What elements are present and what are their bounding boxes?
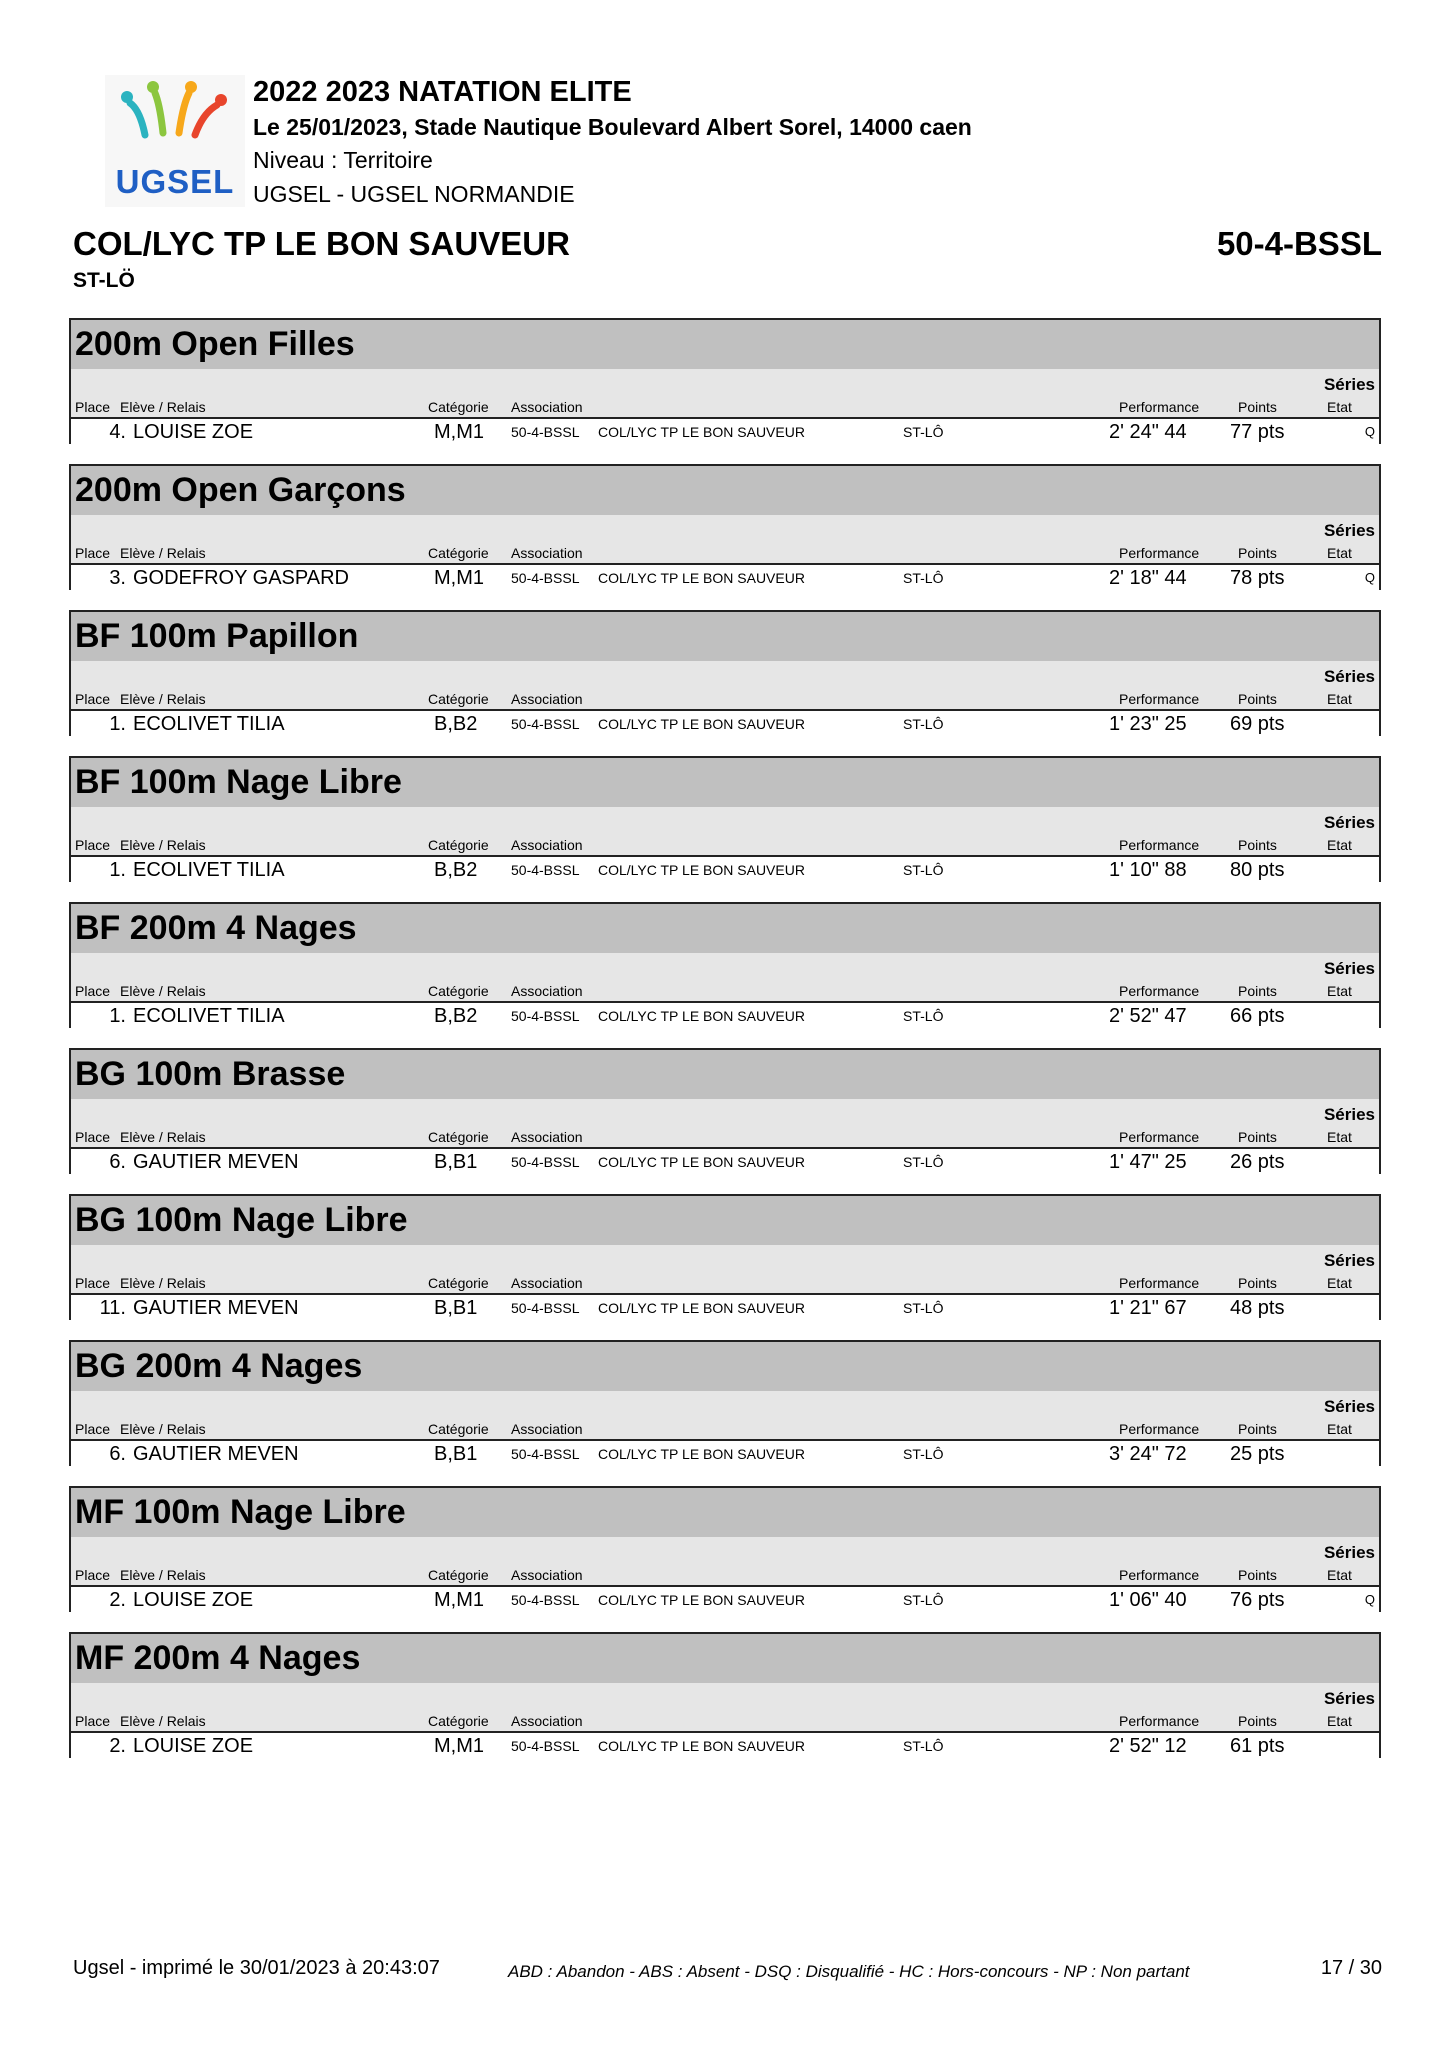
header-place: Place xyxy=(75,1421,111,1437)
event-block xyxy=(69,1340,1381,1466)
event-block xyxy=(69,318,1381,444)
header-association: Association xyxy=(511,545,583,561)
header-athlete: Elève / Relais xyxy=(120,1129,206,1145)
header-status: Etat xyxy=(1327,545,1352,561)
result-club-name: COL/LYC TP LE BON SAUVEUR xyxy=(598,1738,805,1754)
result-place: 3. xyxy=(109,567,126,589)
result-performance: 1' 23" 25 xyxy=(1109,713,1187,735)
result-category: B,B2 xyxy=(434,859,478,881)
result-athlete: GAUTIER MEVEN xyxy=(133,1151,299,1173)
column-headers xyxy=(71,396,1379,417)
club-name: COL/LYC TP LE BON SAUVEUR xyxy=(73,225,570,262)
column-headers xyxy=(71,1272,1379,1293)
header-athlete: Elève / Relais xyxy=(120,691,206,707)
header-status: Etat xyxy=(1327,399,1352,415)
result-city: ST-LÔ xyxy=(903,1154,944,1170)
result-performance: 2' 18" 44 xyxy=(1109,567,1187,589)
header-association: Association xyxy=(511,1421,583,1437)
header-points: Points xyxy=(1238,691,1277,707)
header-category: Catégorie xyxy=(428,545,489,561)
header-points: Points xyxy=(1238,1275,1277,1291)
result-club-name: COL/LYC TP LE BON SAUVEUR xyxy=(598,862,805,878)
header-category: Catégorie xyxy=(428,1421,489,1437)
result-club-name: COL/LYC TP LE BON SAUVEUR xyxy=(598,424,805,440)
event-block xyxy=(69,1048,1381,1174)
header-place: Place xyxy=(75,1713,111,1729)
header-points: Points xyxy=(1238,545,1277,561)
result-club-name: COL/LYC TP LE BON SAUVEUR xyxy=(598,1446,805,1462)
logo-text: UGSEL xyxy=(115,163,235,200)
header-place: Place xyxy=(75,1275,111,1291)
result-city: ST-LÔ xyxy=(903,424,944,440)
header-category: Catégorie xyxy=(428,983,489,999)
logo-figures-icon xyxy=(105,75,245,170)
header-points: Points xyxy=(1238,1421,1277,1437)
header-athlete: Elève / Relais xyxy=(120,1713,206,1729)
result-place: 11. xyxy=(99,1297,126,1319)
header-place: Place xyxy=(75,837,111,853)
header-performance: Performance xyxy=(1119,837,1200,853)
result-place: 4. xyxy=(109,421,126,443)
column-headers xyxy=(71,1564,1379,1585)
header-association: Association xyxy=(511,1129,583,1145)
column-headers xyxy=(71,1710,1379,1731)
result-athlete: ECOLIVET TILIA xyxy=(133,1005,285,1027)
result-performance: 2' 52" 47 xyxy=(1109,1005,1187,1027)
result-points: 66 pts xyxy=(1230,1005,1285,1027)
result-athlete: LOUISE ZOE xyxy=(133,421,254,443)
event-title: MF 200m 4 Nages xyxy=(71,1634,1379,1683)
series-bar xyxy=(71,1537,1379,1564)
result-category: B,B1 xyxy=(434,1443,478,1465)
event-results-list xyxy=(69,318,1381,1778)
result-row xyxy=(71,1439,1379,1466)
result-points: 78 pts xyxy=(1230,567,1285,589)
result-row xyxy=(71,417,1379,444)
header-association: Association xyxy=(511,1713,583,1729)
header-association: Association xyxy=(511,691,583,707)
series-label: Séries xyxy=(1323,959,1375,978)
result-category: M,M1 xyxy=(434,421,484,443)
header-points: Points xyxy=(1238,1567,1277,1583)
result-club-code: 50-4-BSSL xyxy=(511,1154,580,1170)
header-status: Etat xyxy=(1327,1275,1352,1291)
result-row xyxy=(71,1293,1379,1320)
result-athlete: ECOLIVET TILIA xyxy=(133,859,285,881)
event-title: BG 200m 4 Nages xyxy=(71,1342,1379,1391)
series-bar xyxy=(71,807,1379,834)
result-club-name: COL/LYC TP LE BON SAUVEUR xyxy=(598,1300,805,1316)
event-block xyxy=(69,902,1381,1028)
header-athlete: Elève / Relais xyxy=(120,399,206,415)
club-city: ST-LÖ xyxy=(73,269,135,292)
header-category: Catégorie xyxy=(428,399,489,415)
event-block xyxy=(69,1486,1381,1612)
series-bar xyxy=(71,1099,1379,1126)
header-association: Association xyxy=(511,1567,583,1583)
event-block xyxy=(69,464,1381,590)
header-status: Etat xyxy=(1327,983,1352,999)
series-bar xyxy=(71,661,1379,688)
result-club-name: COL/LYC TP LE BON SAUVEUR xyxy=(598,1154,805,1170)
result-points: 77 pts xyxy=(1230,421,1285,443)
header-category: Catégorie xyxy=(428,1129,489,1145)
result-row xyxy=(71,563,1379,590)
result-status: Q xyxy=(1364,1592,1375,1607)
result-category: B,B2 xyxy=(434,713,478,735)
header-performance: Performance xyxy=(1119,983,1200,999)
result-performance: 1' 10" 88 xyxy=(1109,859,1187,881)
column-headers xyxy=(71,980,1379,1001)
result-club-name: COL/LYC TP LE BON SAUVEUR xyxy=(598,1008,805,1024)
column-headers xyxy=(71,1126,1379,1147)
series-label: Séries xyxy=(1323,375,1375,394)
series-label: Séries xyxy=(1323,521,1375,540)
result-athlete: GAUTIER MEVEN xyxy=(133,1297,299,1319)
series-label: Séries xyxy=(1323,1105,1375,1124)
result-row xyxy=(71,709,1379,736)
header-performance: Performance xyxy=(1119,1713,1200,1729)
result-performance: 1' 47" 25 xyxy=(1109,1151,1187,1173)
result-performance: 2' 24" 44 xyxy=(1109,421,1187,443)
result-category: M,M1 xyxy=(434,567,484,589)
header-association: Association xyxy=(511,1275,583,1291)
result-place: 1. xyxy=(109,1005,126,1027)
header-category: Catégorie xyxy=(428,1275,489,1291)
header-association: Association xyxy=(511,983,583,999)
meet-date-venue: Le 25/01/2023, Stade Nautique Boulevard Albert Sorel, 14000 caen xyxy=(253,114,972,140)
series-label: Séries xyxy=(1323,1689,1375,1708)
result-city: ST-LÔ xyxy=(903,1008,944,1024)
result-club-code: 50-4-BSSL xyxy=(511,1446,580,1462)
result-category: M,M1 xyxy=(434,1735,484,1757)
result-place: 1. xyxy=(109,859,126,881)
header-athlete: Elève / Relais xyxy=(120,1567,206,1583)
result-club-code: 50-4-BSSL xyxy=(511,570,580,586)
header-place: Place xyxy=(75,1567,111,1583)
event-title: BF 100m Papillon xyxy=(71,612,1379,661)
meet-organization: UGSEL - UGSEL NORMANDIE xyxy=(253,181,575,207)
event-title: BG 100m Brasse xyxy=(71,1050,1379,1099)
abbreviation-legend: ABD : Abandon - ABS : Absent - DSQ : Disqualifié - HC : Hors-concours - NP : Non partant xyxy=(508,1962,1190,1981)
column-headers xyxy=(71,1418,1379,1439)
header-place: Place xyxy=(75,1129,111,1145)
header-association: Association xyxy=(511,399,583,415)
series-bar xyxy=(71,1683,1379,1710)
header-status: Etat xyxy=(1327,691,1352,707)
series-bar xyxy=(71,515,1379,542)
header-place: Place xyxy=(75,399,111,415)
result-row xyxy=(71,1001,1379,1028)
result-club-name: COL/LYC TP LE BON SAUVEUR xyxy=(598,716,805,732)
header-category: Catégorie xyxy=(428,1567,489,1583)
result-place: 6. xyxy=(109,1151,126,1173)
result-athlete: ECOLIVET TILIA xyxy=(133,713,285,735)
header-place: Place xyxy=(75,691,111,707)
event-title: 200m Open Filles xyxy=(71,320,1379,369)
result-place: 2. xyxy=(109,1735,126,1757)
club-code: 50-4-BSSL xyxy=(1216,225,1382,262)
header-place: Place xyxy=(75,983,111,999)
event-block xyxy=(69,1632,1381,1758)
header-category: Catégorie xyxy=(428,1713,489,1729)
result-row xyxy=(71,1585,1379,1612)
result-row xyxy=(71,1731,1379,1758)
result-status: Q xyxy=(1364,424,1375,439)
result-club-name: COL/LYC TP LE BON SAUVEUR xyxy=(598,1592,805,1608)
header-athlete: Elève / Relais xyxy=(120,983,206,999)
result-row xyxy=(71,855,1379,882)
result-performance: 1' 21" 67 xyxy=(1109,1297,1187,1319)
meet-title: 2022 2023 NATATION ELITE xyxy=(253,76,632,108)
result-place: 2. xyxy=(109,1589,126,1611)
header-performance: Performance xyxy=(1119,1275,1200,1291)
result-row xyxy=(71,1147,1379,1174)
result-points: 25 pts xyxy=(1230,1443,1285,1465)
header-performance: Performance xyxy=(1119,399,1200,415)
header-status: Etat xyxy=(1327,1421,1352,1437)
header-points: Points xyxy=(1238,837,1277,853)
header-category: Catégorie xyxy=(428,837,489,853)
result-athlete: LOUISE ZOE xyxy=(133,1589,254,1611)
result-city: ST-LÔ xyxy=(903,570,944,586)
series-label: Séries xyxy=(1323,667,1375,686)
event-title: BF 200m 4 Nages xyxy=(71,904,1379,953)
event-title: BF 100m Nage Libre xyxy=(71,758,1379,807)
header-association: Association xyxy=(511,837,583,853)
event-block xyxy=(69,756,1381,882)
header-performance: Performance xyxy=(1119,1567,1200,1583)
result-points: 26 pts xyxy=(1230,1151,1285,1173)
result-club-code: 50-4-BSSL xyxy=(511,1008,580,1024)
series-label: Séries xyxy=(1323,1397,1375,1416)
series-bar xyxy=(71,369,1379,396)
header-performance: Performance xyxy=(1119,545,1200,561)
column-headers xyxy=(71,688,1379,709)
result-city: ST-LÔ xyxy=(903,1592,944,1608)
event-title: MF 100m Nage Libre xyxy=(71,1488,1379,1537)
header-performance: Performance xyxy=(1119,1129,1200,1145)
result-status: Q xyxy=(1364,570,1375,585)
header-athlete: Elève / Relais xyxy=(120,1275,206,1291)
result-club-code: 50-4-BSSL xyxy=(511,862,580,878)
result-place: 1. xyxy=(109,713,126,735)
result-category: B,B1 xyxy=(434,1297,478,1319)
page-number: 17 / 30 xyxy=(1320,1957,1382,1979)
result-athlete: LOUISE ZOE xyxy=(133,1735,254,1757)
column-headers xyxy=(71,542,1379,563)
result-city: ST-LÔ xyxy=(903,1738,944,1754)
header-athlete: Elève / Relais xyxy=(120,1421,206,1437)
header-status: Etat xyxy=(1327,1713,1352,1729)
event-title: 200m Open Garçons xyxy=(71,466,1379,515)
header-athlete: Elève / Relais xyxy=(120,545,206,561)
header-status: Etat xyxy=(1327,1129,1352,1145)
result-club-name: COL/LYC TP LE BON SAUVEUR xyxy=(598,570,805,586)
result-performance: 3' 24" 72 xyxy=(1109,1443,1187,1465)
ugsel-logo xyxy=(105,75,245,207)
header-points: Points xyxy=(1238,983,1277,999)
result-club-code: 50-4-BSSL xyxy=(511,424,580,440)
header-status: Etat xyxy=(1327,837,1352,853)
result-performance: 2' 52" 12 xyxy=(1109,1735,1187,1757)
result-performance: 1' 06" 40 xyxy=(1109,1589,1187,1611)
result-club-code: 50-4-BSSL xyxy=(511,1738,580,1754)
series-bar xyxy=(71,1245,1379,1272)
series-bar xyxy=(71,1391,1379,1418)
series-label: Séries xyxy=(1323,1251,1375,1270)
result-city: ST-LÔ xyxy=(903,1446,944,1462)
series-label: Séries xyxy=(1323,813,1375,832)
result-club-code: 50-4-BSSL xyxy=(511,1300,580,1316)
result-club-code: 50-4-BSSL xyxy=(511,1592,580,1608)
result-city: ST-LÔ xyxy=(903,1300,944,1316)
header-performance: Performance xyxy=(1119,1421,1200,1437)
result-category: M,M1 xyxy=(434,1589,484,1611)
event-block xyxy=(69,1194,1381,1320)
print-date: Ugsel - imprimé le 30/01/2023 à 20:43:07 xyxy=(73,1957,440,1979)
result-category: B,B2 xyxy=(434,1005,478,1027)
header-points: Points xyxy=(1238,399,1277,415)
header-points: Points xyxy=(1238,1129,1277,1145)
result-athlete: GODEFROY GASPARD xyxy=(133,567,349,589)
header-points: Points xyxy=(1238,1713,1277,1729)
result-place: 6. xyxy=(109,1443,126,1465)
result-points: 61 pts xyxy=(1230,1735,1285,1757)
result-category: B,B1 xyxy=(434,1151,478,1173)
result-city: ST-LÔ xyxy=(903,862,944,878)
column-headers xyxy=(71,834,1379,855)
series-bar xyxy=(71,953,1379,980)
header-status: Etat xyxy=(1327,1567,1352,1583)
result-points: 80 pts xyxy=(1230,859,1285,881)
event-title: BG 100m Nage Libre xyxy=(71,1196,1379,1245)
meet-level: Niveau : Territoire xyxy=(253,147,433,173)
result-points: 76 pts xyxy=(1230,1589,1285,1611)
result-club-code: 50-4-BSSL xyxy=(511,716,580,732)
result-points: 48 pts xyxy=(1230,1297,1285,1319)
header-performance: Performance xyxy=(1119,691,1200,707)
series-label: Séries xyxy=(1323,1543,1375,1562)
header-place: Place xyxy=(75,545,111,561)
result-points: 69 pts xyxy=(1230,713,1285,735)
result-athlete: GAUTIER MEVEN xyxy=(133,1443,299,1465)
header-category: Catégorie xyxy=(428,691,489,707)
header-athlete: Elève / Relais xyxy=(120,837,206,853)
result-city: ST-LÔ xyxy=(903,716,944,732)
event-block xyxy=(69,610,1381,736)
